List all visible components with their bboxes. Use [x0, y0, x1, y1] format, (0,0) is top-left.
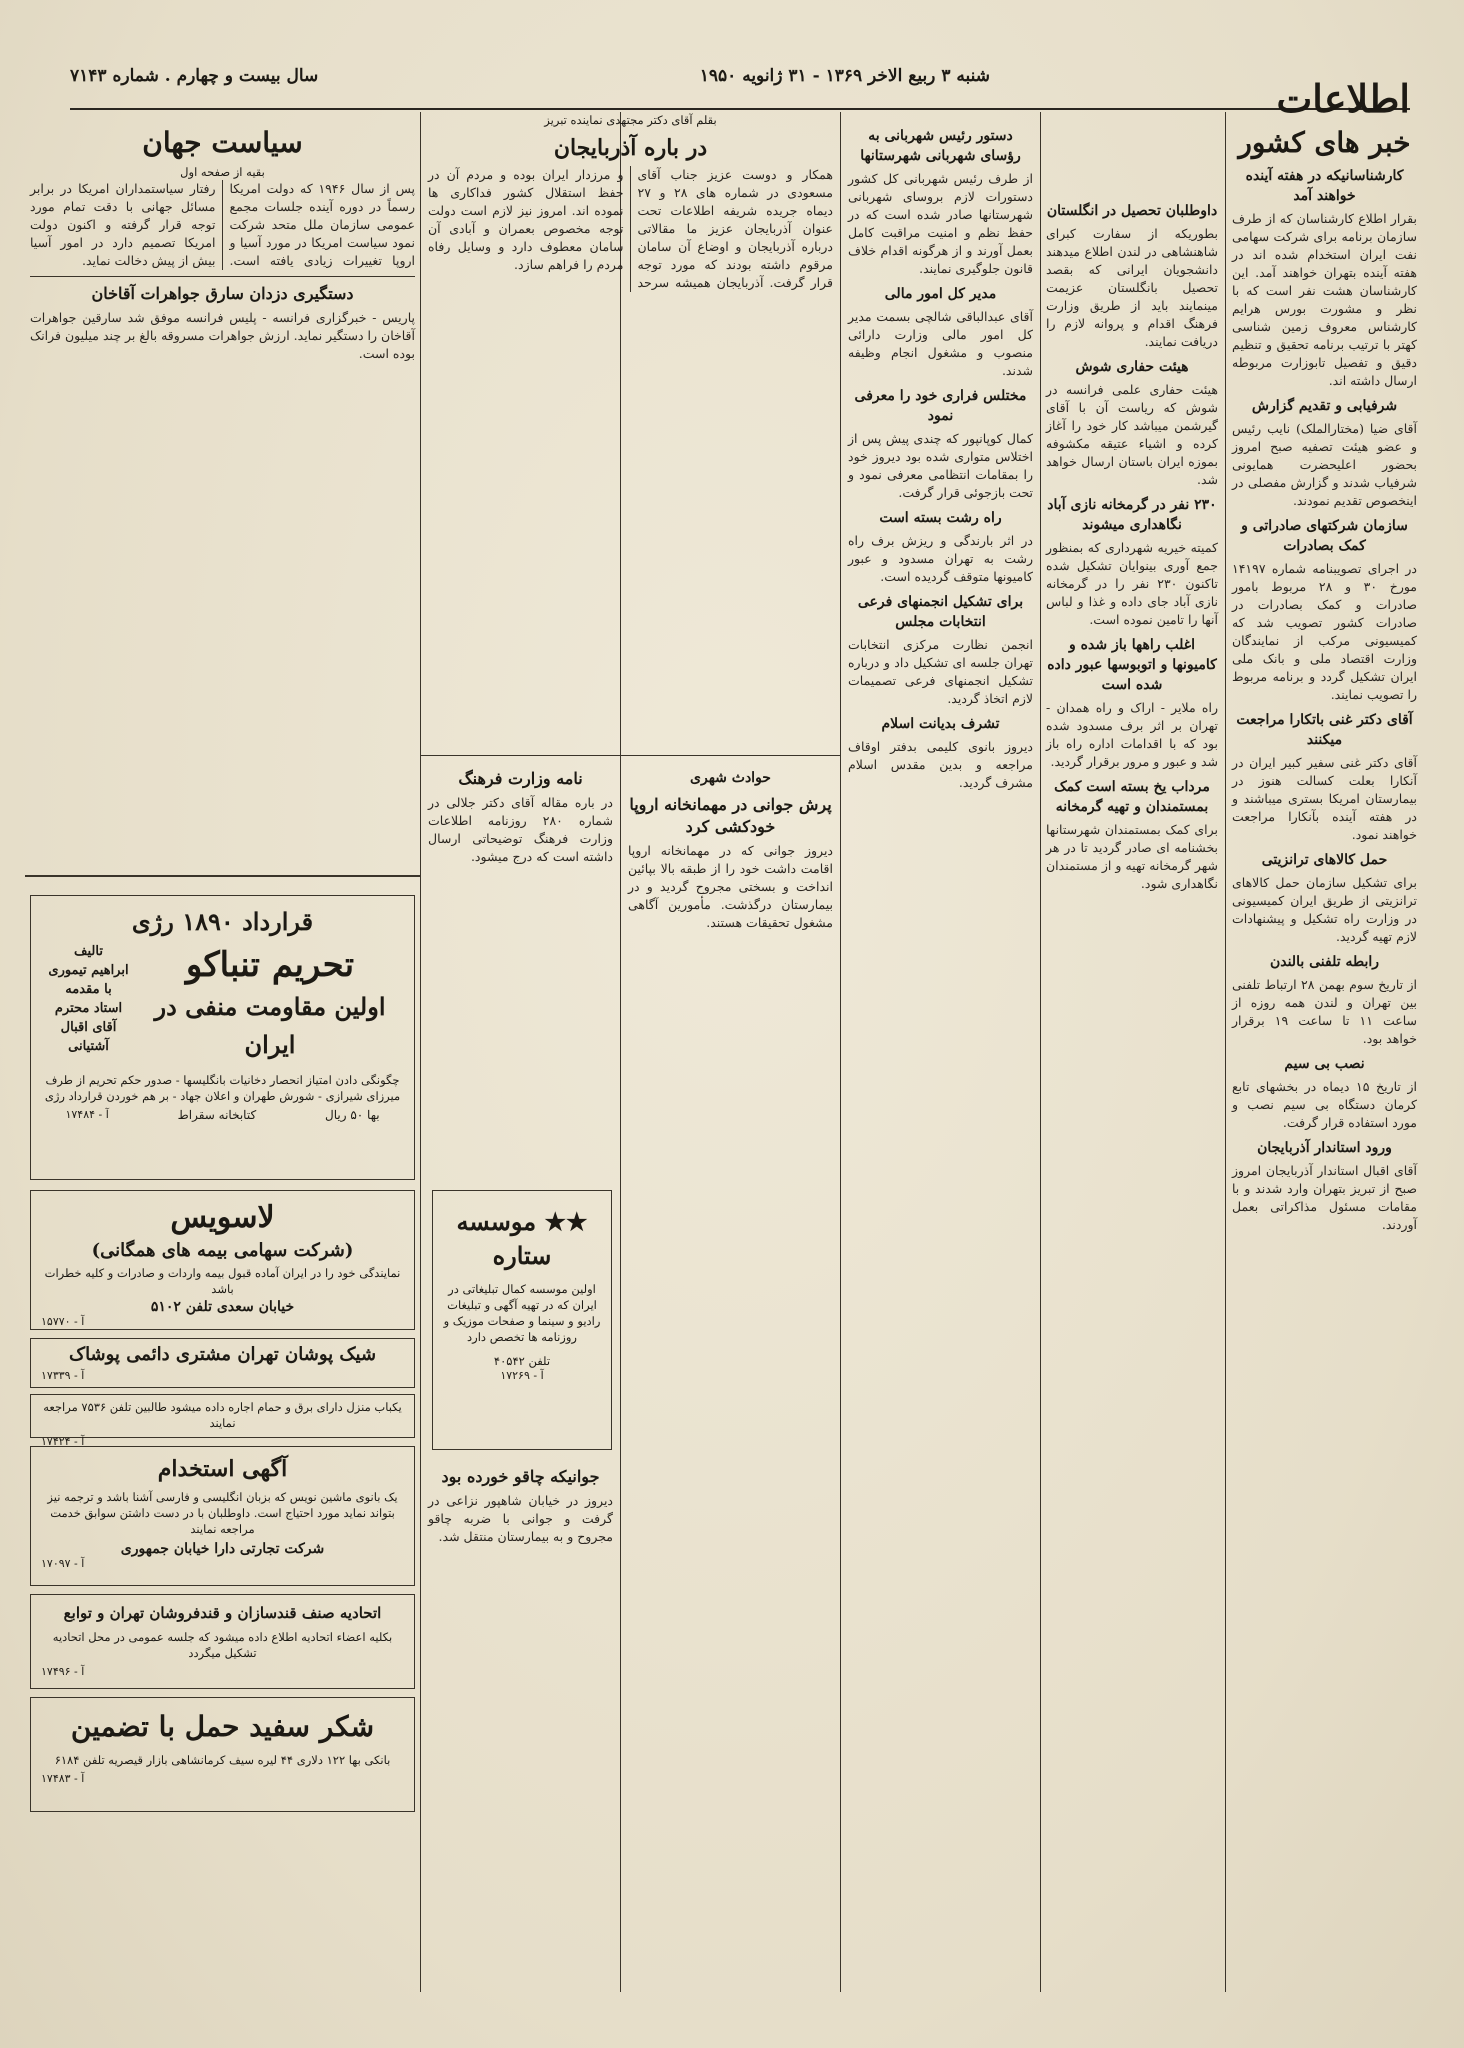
ad-company: شرکت تجارتی دارا خیابان جمهوری — [120, 1541, 325, 1557]
column-rule — [840, 112, 841, 1992]
article-body: دیروز در خیابان شاهپور نزاعی در گرفت و جوانی با ضربه چاقو مجروح و به بیمارستان منتقل شد. — [428, 1493, 613, 1544]
ad-reference: آ - ۱۷۲۶۹ — [500, 1369, 544, 1382]
article-body: دیروز بانوی کلیمی بدفتر اوقاف مراجعه و بدین مقدس اسلام مشرف گردید. — [848, 739, 1033, 790]
article-headline: جوانیکه چاقو خورده بود — [441, 1467, 600, 1486]
volume-number: سال بیست و چهارم . شماره ۷۱۴۳ — [70, 66, 319, 86]
ad-reference: آ - ۱۵۷۷۰ — [41, 1315, 85, 1328]
ad-tobacco-book — [30, 895, 415, 1180]
column-national-news — [1232, 120, 1417, 1990]
ad-description: نمایندگی خود را در ایران آماده قبول بیمه واردات و صادرات و کلیه خطرات باشد — [44, 1266, 401, 1296]
section-headline: خبر های کشور — [1238, 126, 1411, 159]
ad-calligraphy-subtitle: اولین مقاومت منفی در ایران — [154, 992, 386, 1059]
article-body: راه ملایر - اراک و راه همدان - تهران بر اثر برف مسدود شده بود که با اقدامات اداره راه باز شد و عبور و مرور برقرار گردید. — [1046, 700, 1218, 769]
column-news-3 — [848, 120, 1033, 1990]
ad-title: ★★ موسسه ستاره — [456, 1207, 588, 1270]
ad-title: لاسویس — [170, 1200, 275, 1235]
article-body: پاریس - خبرگزاری فرانسه - پلیس فرانسه موفق شد سارقین جواهرات آقاخان را دستگیر نماید. ارزش جواهرات مسروقه بالغ بر چند میلیون فرانک بوده است. — [30, 310, 415, 361]
article-headline: نامه وزارت فرهنگ — [458, 769, 583, 788]
article-body: دیروز جوانی که در مهمانخانه اروپا اقامت داشت خود را از طبقه بالا بپائین انداخت و بسختی مجروح گردید و در بیمارستان درگذشت. مأمورین آگاهی مشغول تحقیقات هستند. — [628, 843, 833, 930]
column-stabbing — [428, 1460, 613, 1990]
star-icon: ★★ — [544, 1207, 588, 1236]
article-title: کارشناسانیکه در هفته آینده خواهند آمد — [1245, 168, 1404, 204]
section-rule — [420, 755, 840, 756]
article-body: کمیته خیریه شهرداری که بمنظور جمع آوری بینوایان تشکیل شده تاکنون ۲۳۰ نفر را در گرمخانه نازی آباد جای داده و غذا و لباس آنها را تامین نموده است. — [1046, 540, 1218, 627]
ad-phone: تلفن ۴۰۵۴۲ — [493, 1354, 551, 1368]
article-title: ورود استاندار آذربایجان — [1257, 1140, 1392, 1156]
ad-body: بکلیه اعضاء اتحادیه اطلاع داده میشود که جلسه عمومی در محل اتحادیه تشکیل میگردد — [52, 1630, 393, 1660]
column-rule — [1040, 112, 1041, 1992]
ad-body: بانکی بها ۱۲۲ دلاری ۴۴ لیره سیف کرمانشاهی بازار قیصریه تلفن ۶۱۸۴ — [54, 1753, 391, 1767]
ad-body: یکباب منزل دارای برق و حمام اجاره داده میشود طالبین تلفن ۷۵۳۶ مراجعه نمایند — [43, 1400, 402, 1430]
article-title: دستور رئیس شهربانی به رؤسای شهربانی شهرستانها — [860, 128, 1021, 164]
article-body: برای تشکیل سازمان حمل کالاهای ترانزیتی از طریق ایران کمیسیونی در وزارت راه تشکیل و پیشنهادات لازم تهیه گردید. — [1232, 875, 1417, 944]
column-news-2 — [1046, 195, 1218, 1990]
ad-title: شیک پوشان تهران مشتری دائمی پوشاک — [68, 1344, 377, 1365]
ad-reference: آ - ۱۷۴۸۴ — [65, 1108, 109, 1121]
article-body: از طرف رئیس شهربانی کل کشور دستورات لازم بروسای شهربانی شهرستانها صادر شده است که در حفظ نظم و امنیت مراقبت کامل بعمل آورند و از هرگونه اقدام خلاف قانون جلوگیری نمایند. — [848, 171, 1033, 276]
ad-title: آگهی استخدام — [157, 1456, 288, 1482]
article-body: آقای ضیا (مختارالملک) نایب رئیس و عضو هیئت تصفیه صبح امروز بحضور اعلیحضرت همایونی شرفیاب شدند و گزارش مفصلی در اینخصوص تقدیم نمودند. — [1232, 421, 1417, 508]
article-title: دستگیری دزدان سارق جواهرات آقاخان — [30, 276, 415, 305]
ad-sugar-union — [30, 1594, 415, 1689]
ad-setareh-agency — [432, 1190, 612, 1450]
article-title: ۲۳۰ نفر در گرمخانه نازی آباد نگاهداری میشوند — [1047, 497, 1217, 533]
ad-title: اتحادیه صنف قندسازان و قندفروشان تهران و توابع — [63, 1604, 382, 1622]
ad-house-rent — [30, 1394, 415, 1448]
author-name: ابراهیم تیموری — [48, 963, 129, 978]
article-headline: در باره آذربایجان — [553, 135, 708, 161]
newspaper-logo: اطلاعات — [1276, 76, 1410, 121]
ad-reference: آ - ۱۷۴۹۶ — [41, 1665, 85, 1678]
ad-reference: آ - ۱۷۴۸۳ — [41, 1772, 85, 1785]
ad-address: خیابان سعدی تلفن ۵۱۰۲ — [150, 1299, 295, 1315]
intro-label: با مقدمه — [65, 982, 112, 997]
column-world-politics — [30, 120, 415, 870]
ad-body: اولین موسسه کمال تبلیغاتی در ایران که در تهیه آگهی و تبلیغات رادیو و سینما و صفحات موزیک و روزنامه ها تخصص دارد — [443, 1282, 601, 1344]
article-title: نصب بی سیم — [1284, 1056, 1365, 1072]
article-title: مدیر کل امور مالی — [884, 286, 997, 302]
article-body: کمال کوپانپور که چندی پیش پس از اختلاس متواری شده بود دیروز خود را بمقامات انتظامی معرفی نمود و تحت بازجوئی قرار گرفت. — [848, 431, 1033, 500]
ad-calligraphy-title: تحریم تنباکو — [185, 945, 355, 985]
section-rule — [25, 875, 420, 877]
article-body: آقای عبدالباقی شالچی بسمت مدیر کل امور مالی وزارت دارائی منصوب و مشغول انجام وظیفه شدند. — [848, 309, 1033, 378]
article-body: برای کمک بمستمندان شهرستانها بخشنامه ای صادر گردید تا در هر شهر گرمخانه تهیه و از مستمندان نگاهداری شود. — [1046, 822, 1218, 891]
continued-note: بقیه از صفحه اول — [180, 165, 265, 179]
article-body: در اجرای تصویبنامه شماره ۱۴۱۹۷ مورخ ۳۰ و ۲۸ مربوط بامور صادرات و کمک بصادرات در صادرات کشور تصویب شد که کمیسیونی مرکب از نمایندگان وزارت اقتصاد ملی و بانک ملی ایران تشکیل گردد و برنامه مربوط را تصویب نمایند. — [1232, 561, 1418, 702]
ad-description: چگونگی دادن امتیاز انحصار دخانیات بانگلیسها - صدور حکم تحریم از طرف میرزای شیرازی - شورش طهران و اعلان جهاد - بر هم خوردن قرارداد رژی — [44, 1073, 401, 1103]
dateline: شنبه ۳ ربیع الاخر ۱۳۶۹ - ۳۱ ژانویه ۱۹۵۰ — [699, 66, 990, 86]
article-title: راه رشت بسته است — [879, 510, 1002, 526]
article-byline: بقلم آقای دکتر مجتهدی نماینده تبریز — [544, 113, 717, 127]
article-title: سازمان شرکتهای صادراتی و کمک بصادرات — [1241, 518, 1408, 554]
article-body: همکار و دوست عزیز جناب آقای مسعودی در شماره های ۲۸ و ۲۷ دیماه جریده شریفه اطلاعات تحت عنوان آذربایجان عزیز ما مقالاتی درباره آذربایجان و اوضاع آن سامان مرقوم داشته بودند که مورد توجه قرار گرفت. آذربایجان همیشه سرحد و مرزدار ایران بوده و مردم آن در حفظ استقلال کشور فداکاری ها نموده اند. امروز نیز لازم است دولت توجه مخصوص بعمران و آبادی آن سامان معطوف دارد و وسایل رفاه مردم را فراهم سازد. — [428, 167, 833, 290]
ad-shik-pooshan — [30, 1338, 415, 1388]
column-rule — [1225, 112, 1226, 1992]
article-body: بقرار اطلاع کارشناسان که از طرف سازمان برنامه برای شرکت سهامی نفت ایران استخدام شده اند در هفته آینده بتهران خواهند آمد. این کارشناسان هشت نفر است که با نظر و مشورت بورس هرایم کارشناس معروف زمین شناسی کهتر با ترتیب برنامه تحقیق و تنظیم دقیق و تفصیل تابوزارت مربوطه ارسال داشته اند. — [1232, 211, 1417, 388]
article-title: برای تشکیل انجمنهای فرعی انتخابات مجلس — [857, 594, 1024, 630]
ad-title: شکر سفید حمل با تضمین — [70, 1710, 375, 1743]
ad-reference: آ - ۱۷۴۲۴ — [41, 1435, 85, 1448]
ad-subtitle: (شرکت سهامی بیمه های همگانی) — [91, 1240, 354, 1261]
article-title: آقای دکتر غنی باتکارا مراجعت میکنند — [1236, 712, 1413, 748]
article-title: تشرف بدیانت اسلام — [881, 716, 1000, 732]
article-body: انجمن نظارت مرکزی انتخابات تهران جلسه ای تشکیل داد و درباره تشکیل انجمنهای فرعی تصمیمات لازم اتخاذ گردید. — [848, 637, 1033, 706]
article-body: در اثر بارندگی و ریزش برف راه رشت به تهران مسدود و عبور کامیونها متوقف گردیده است. — [848, 533, 1033, 584]
article-body: در باره مقاله آقای دکتر جلالی در شماره ۲۸۰ روزنامه اطلاعات وزارت فرهنگ توضیحاتی ارسال داشته است که درج میشود. — [428, 795, 613, 864]
ad-la-suisse — [30, 1190, 415, 1330]
article-title: مرداب یخ بسته است کمک بمستمندان و تهیه گرمخانه — [1054, 779, 1210, 815]
ad-body: یک بانوی ماشین نویس که بزبان انگلیسی و فارسی آشنا باشد و ترجمه نیز بتواند نماید مورد احتیاج است. داوطلبان با در دست داشتن سوابق خدمت مراجعه نمایند — [47, 1490, 398, 1536]
article-title: رابطه تلفنی بالندن — [1269, 954, 1380, 970]
article-title: حمل کالاهای ترانزیتی — [1261, 852, 1388, 868]
article-title: داوطلبان تحصیل در انگلستان — [1046, 203, 1218, 219]
section-title: حوادث شهری — [690, 770, 771, 786]
column-city-incidents — [628, 762, 833, 1990]
article-azerbaijan — [428, 112, 833, 752]
ad-price: بها ۵۰ ریال — [325, 1108, 380, 1122]
column-culture-letter — [428, 762, 613, 1182]
section-headline: سیاست جهان — [142, 126, 303, 159]
article-body: آقای دکتر غنی سفیر کبیر ایران در آنکارا بعلت کسالت هنوز در بیمارستان امریکا بستری میباشند و در هفته آینده بآنکارا مراجعت خواهند نمود. — [1232, 755, 1417, 842]
ad-reference: آ - ۱۷۳۳۹ — [41, 1369, 85, 1382]
author-label: تالیف — [74, 944, 103, 959]
article-body: از تاریخ ۱۵ دیماه در بخشهای تابع کرمان دستگاه بی سیم نصب و مورد استفاده قرار گرفت. — [1232, 1079, 1417, 1130]
article-title: مختلس فراری خود را معرفی نمود — [854, 388, 1027, 424]
article-title: اغلب راهها باز شده و کامیونها و اتوبوسها عبور داده شده است — [1047, 637, 1217, 693]
intro-author: استاد محترم آقای اقبال آشتیانی — [54, 1001, 123, 1054]
article-body: از تاریخ سوم بهمن ۲۸ ارتباط تلفنی بین تهران و لندن همه روزه از ساعت ۱۱ تا ساعت ۱۹ برقرار خواهد بود. — [1232, 977, 1417, 1046]
article-body: آقای اقبال استاندار آذربایجان امروز صبح از تبریز بتهران وارد شدند و با مقامات مسئول مذاکراتی بعمل آوردند. — [1232, 1163, 1417, 1232]
article-body: پس از سال ۱۹۴۶ که دولت امریکا رسماً در دوره آینده جلسات مجمع عمومی سازمان ملل متحد شرکت نمود سیاست امریکا در مورد آسیا و اروپا تغییرات زیادی یافته است. رفتار سیاستمداران امریکا در برابر مسائل جهانی با دقت تمام مورد توجه قرار گرفته و اکنون دولت امریکا تصمیم دارد در امور آسیا بیش از پیش دخالت نماید. — [30, 181, 415, 268]
article-body: هیئت حفاری علمی فرانسه در شوش که ریاست آن با آقای گیرشمن میباشد کار خود را آغاز کرده و اشیاء عتیقه مکشوفه بموزه ایران باستان ارسال خواهد شد. — [1046, 382, 1218, 487]
ad-title: قرارداد ۱۸۹۰ رژی — [131, 907, 314, 936]
ad-reference: آ - ۱۷۰۹۷ — [41, 1557, 85, 1570]
ad-publisher: کتابخانه سقراط — [177, 1108, 257, 1122]
ad-employment — [30, 1446, 415, 1586]
article-title: شرفیابی و تقدیم گزارش — [1251, 398, 1398, 414]
column-rule — [420, 112, 421, 1992]
article-title: هیئت حفاری شوش — [1075, 359, 1189, 375]
ad-white-sugar — [30, 1697, 415, 1812]
article-headline: پرش جوانی در مهمانخانه اروپا خودکشی کرد — [629, 795, 832, 836]
article-body: بطوریکه از سفارت کبرای شاهنشاهی در لندن اطلاع میدهند دانشجویان ایرانی که بقصد تحصیل بانگلستان عزیمت مینمایند باید از طریق وزارت فرهنگ اقدام و پروانه لازم را دریافت نمایند. — [1046, 226, 1218, 349]
